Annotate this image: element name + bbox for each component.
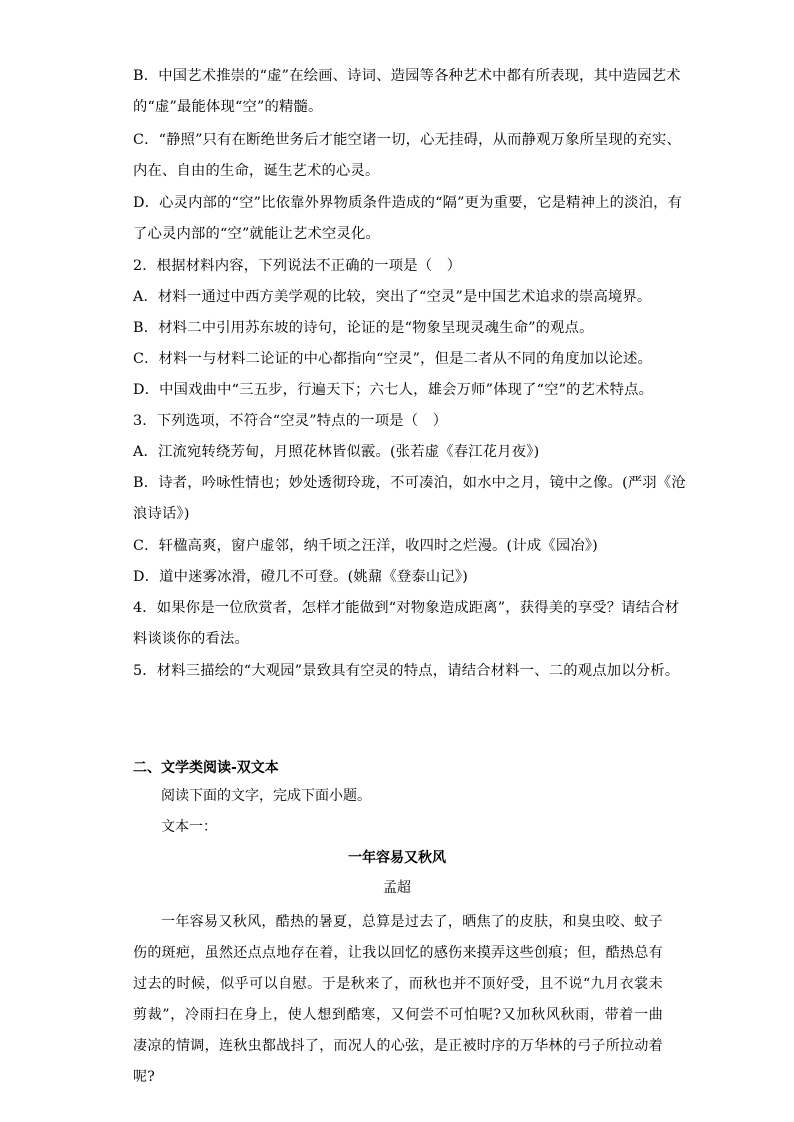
option-d-line-1: D．心灵内部的“空”比依靠外界物质条件造成的“隔”更为重要，它是精神上的淡泊，有 bbox=[133, 195, 683, 211]
question-2-option-a: A．材料一通过中西方美学观的比较，突出了“空灵”是中国艺术追求的崇高境界。 bbox=[133, 289, 652, 305]
question-4-line-2: 料谈谈你的看法。 bbox=[133, 631, 249, 647]
question-3-option-c: C．轩楹高爽，窗户虚邻，纳千顷之汪洋，收四时之烂漫。(计成《园冶》) bbox=[133, 538, 598, 554]
reading-instruction: 阅读下面的文字，完成下面小题。 bbox=[161, 788, 371, 804]
text-label: 文本一： bbox=[161, 819, 217, 835]
option-b-line-2: 的“虚”最能体现“空”的精髓。 bbox=[133, 99, 323, 115]
question-2-stem: 2．根据材料内容，下列说法不正确的一项是（ ） bbox=[133, 258, 462, 274]
question-2-option-d: D．中国戏曲中“三五步，行遍天下；六七人，雄会万师”体现了“空”的艺术特点。 bbox=[133, 382, 654, 398]
question-4-line-1: 4．如果你是一位欣赏者，怎样才能做到“对物象造成距离”，获得美的享受？请结合材 bbox=[133, 600, 680, 616]
question-2-option-b: B．材料二中引用苏东坡的诗句，论证的是“物象呈现灵魂生命”的观点。 bbox=[133, 320, 594, 336]
article-title: 一年容易又秋风 bbox=[348, 850, 446, 866]
option-d-line-2: 了心灵内部的“空”就能让艺术空灵化。 bbox=[133, 226, 380, 242]
article-author: 孟超 bbox=[383, 880, 411, 896]
question-5: 5．材料三描绘的“大观园”景致具有空灵的特点，请结合材料一、二的观点加以分析。 bbox=[133, 663, 680, 679]
question-2-option-c: C．材料一与材料二论证的中心都指向“空灵”，但是二者从不同的角度加以论述。 bbox=[133, 351, 653, 367]
question-3-stem: 3．下列选项，不符合“空灵”特点的一项是（ ） bbox=[133, 413, 448, 429]
question-3-option-b-line-2: 浪诗话》) bbox=[133, 506, 190, 522]
section-heading: 二、文学类阅读-双文本 bbox=[133, 760, 279, 776]
question-3-option-d: D．道中迷雾冰滑，磴几不可登。(姚鼐《登泰山记》) bbox=[133, 569, 468, 585]
option-c-line-1: C．“静照”只有在断绝世务后才能空诸一切，心无挂碍，从而静观万象所呈现的充实、 bbox=[133, 132, 682, 148]
question-3-option-a: A．江流宛转绕芳甸，月照花林皆似霰。(张若虚《春江花月夜》) bbox=[133, 444, 540, 460]
option-b-line-1: B．中国艺术推崇的“虚”在绘画、诗词、造园等各种艺术中都有所表现，其中造园艺术 bbox=[133, 68, 681, 84]
question-3-option-b-line-1: B．诗者，吟咏性情也；妙处透彻玲珑，不可凑泊，如水中之月，镜中之像。(严羽《沧 bbox=[133, 475, 686, 491]
article-paragraph: 一年容易又秋风，酷热的暑夏，总算是过去了，晒焦了的皮肤，和臭虫咬、蚊子伤的斑疤，虽然还点点地存在着，让我以回忆的感伤来摸弄这些创痕；但，酷热总有过去的时候，似乎可以自慰。于是秋来了，而秋也并不顶好受，且不说“九月衣裳未剪裁”，冷雨扫在身上，使人想到酷寒，又何尝不可怕呢?又加秋风秋雨，带着一曲凄凉的情调，连秋虫都战抖了，而况人的心弦，是正被时序的万华林的弓子所拉动着呢? bbox=[133, 914, 663, 1085]
option-c-line-2: 内在、自由的生命，诞生艺术的心灵。 bbox=[133, 163, 380, 179]
